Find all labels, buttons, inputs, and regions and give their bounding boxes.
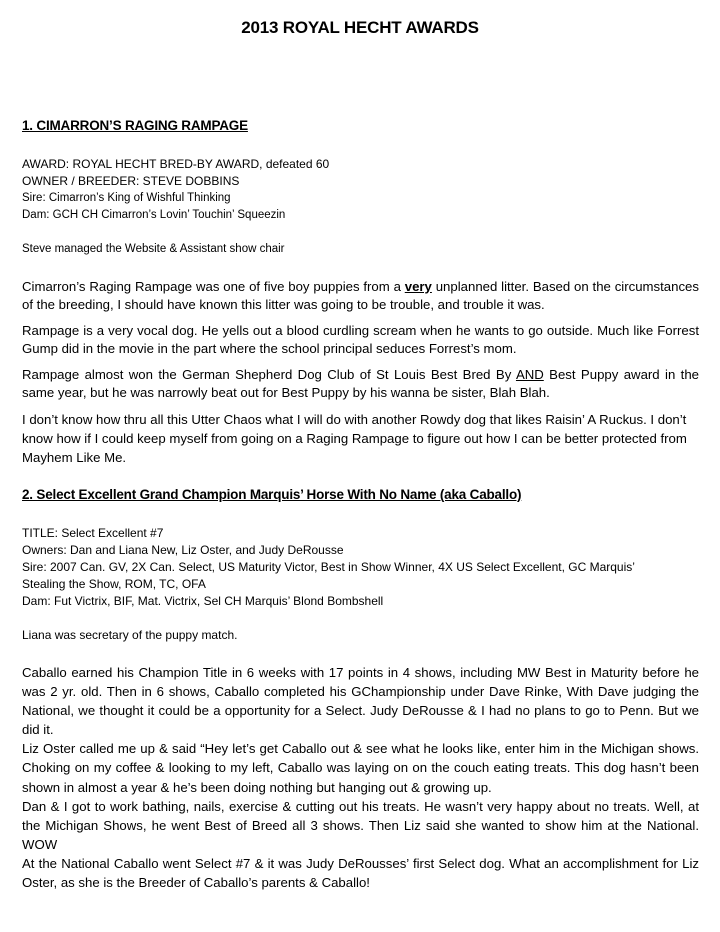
entry1-paragraph-4: I don’t know how thru all this Utter Chaos what I will do with another Rowdy dog that likes Raisin’ A Ruckus. I don’t know how if I could keep myself from going on a Raging Rampage to figure out how I can be better protected from Mayhem Like Me. (22, 412, 687, 465)
entry1-paragraph-3: Rampage almost won the German Shepherd Dog Club of St Louis Best Bred By AND Best Puppy award in the same year, but he was narrowly beat out for Best Puppy by his wanna be sister, Blah Blah. (22, 367, 699, 401)
emphasis-very: very (404, 279, 432, 294)
entry2-body (22, 663, 699, 892)
page-title: 2013 ROYAL HECHT AWARDS (241, 18, 479, 37)
entry1-paragraph-2: Rampage is a very vocal dog. He yells out a blood curdling scream when he wants to go outside. Much like Forrest Gump did in the movie in the part where the school principal seduces Forrest’s mom. (22, 323, 699, 357)
entry1-note: Steve managed the Website & Assistant show chair (22, 243, 285, 255)
entry2-sire-line-1: Sire: 2007 Can. GV, 2X Can. Select, US Maturity Victor, Best in Show Winner, 4X US Select Excellent, GC Marquis’ (22, 560, 635, 574)
entry1-paragraph-1: Cimarron’s Raging Rampage was one of five boy puppies from a very unplanned litter. Based on the circumstances of the breeding, I should have known this litter was going to be trouble, and trouble it was. (22, 279, 699, 313)
entry2-paragraph-1: Caballo earned his Champion Title in 6 weeks with 17 points in 4 shows, including MW Best in Maturity before he was 2 yr. old. Then in 6 shows, Caballo completed his GChampionship under Dave Rinke, With Dave judging the National, we thought it could be a opportunity for a Select. Judy DeRousse & I had no plans to go to Penn. But we did it. (22, 665, 699, 738)
entry2-paragraph-4: At the National Caballo went Select #7 & it was Judy DeRousses’ first Select dog. What an accomplishment for Liz Oster, as she is the Breeder of Caballo’s parents & Caballo! (22, 855, 699, 891)
entry2-title: TITLE: Select Excellent #7 (22, 526, 164, 540)
entry2-heading: 2. Select Excellent Grand Champion Marquis’ Horse With No Name (aka Caballo) (22, 487, 522, 502)
entry2-sire-line-2: Stealing the Show, ROM, TC, OFA (22, 577, 206, 591)
entry1-owner: OWNER / BREEDER: STEVE DOBBINS (22, 174, 240, 188)
emphasis-and: AND (515, 367, 544, 382)
entry1-sire: Sire: Cimarron’s King of Wishful Thinking (22, 192, 231, 204)
entry2-paragraph-3: Dan & I got to work bathing, nails, exercise & cutting out his treats. He wasn’t very happy about no treats. Well, at the Michigan Shows, he went Best of Breed all 3 shows. Then Liz said she wanted to show him at the National. WOW (22, 798, 699, 852)
entry2-paragraph-2: Liz Oster called me up & said “Hey let’s get Caballo out & see what he looks like, enter him in the Michigan shows. Choking on my coffee & looking to my left, Caballo was laying on on the couch eating treats. This dog hasn’t been shown in almost a year & he’s been doing nothing but hanging out & growing up. (22, 741, 699, 795)
entry1-award: AWARD: ROYAL HECHT BRED-BY AWARD, defeated 60 (22, 157, 330, 171)
entry1-dam: Dam: GCH CH Cimarron’s Lovin’ Touchin’ Squeezin (22, 209, 286, 221)
entry1-heading: 1. CIMARRON’S RAGING RAMPAGE (22, 118, 248, 133)
entry2-dam: Dam: Fut Victrix, BIF, Mat. Victrix, Sel CH Marquis’ Blond Bombshell (22, 594, 384, 608)
entry2-note: Liana was secretary of the puppy match. (22, 628, 238, 642)
entry2-owners: Owners: Dan and Liana New, Liz Oster, and Judy DeRousse (22, 543, 344, 557)
